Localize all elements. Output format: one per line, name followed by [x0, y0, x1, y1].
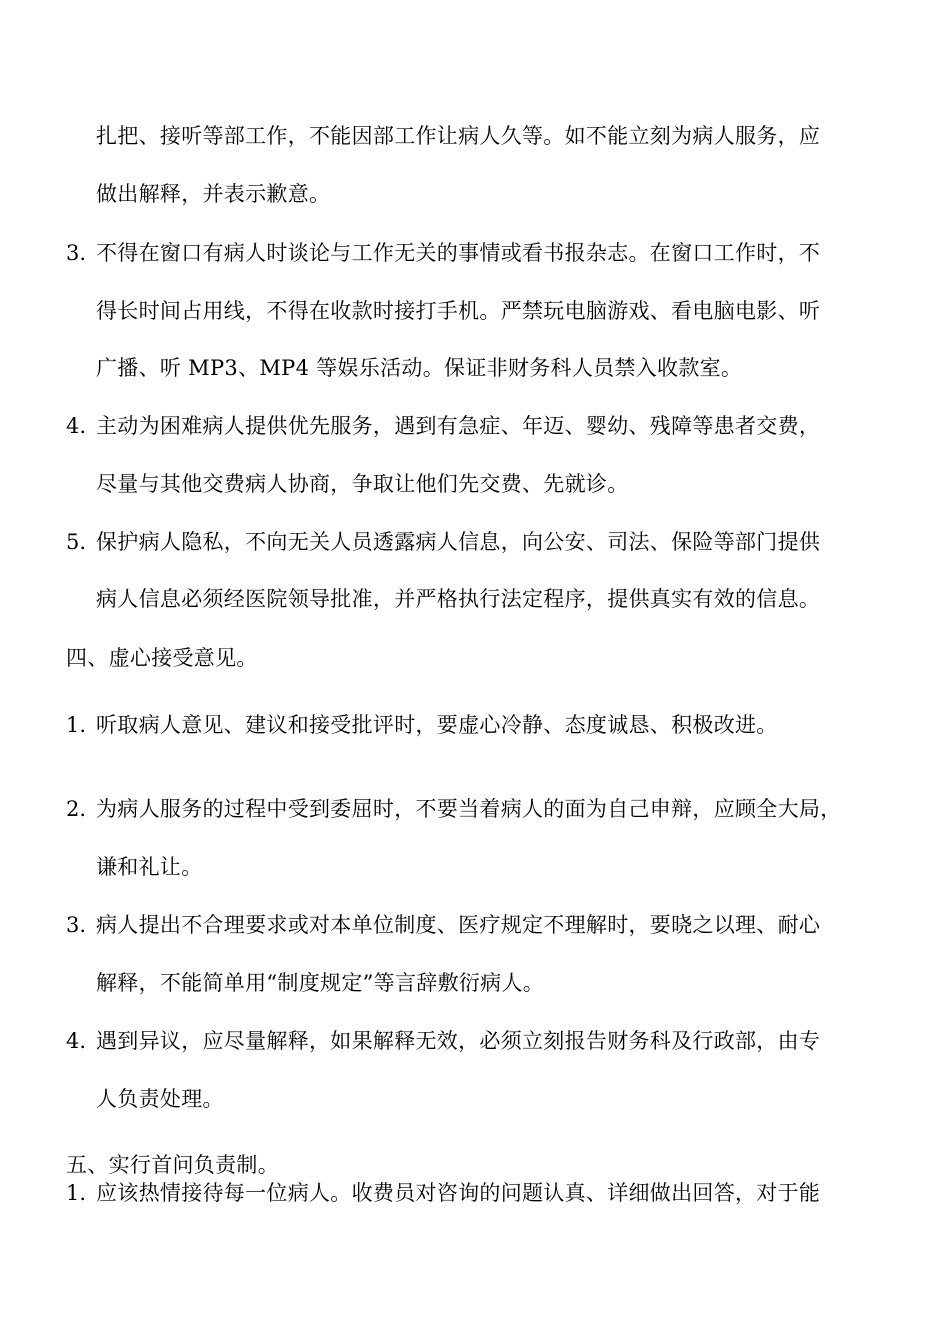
paragraph-line: 广播、听 MP3、MP4 等娱乐活动。保证非财务科人员禁入收款室。	[96, 356, 743, 380]
list-number: 4.	[66, 1029, 87, 1053]
section-heading: 五、实行首问负责制。	[66, 1153, 279, 1177]
paragraph-line: 扎把、接听等部工作，不能因部工作让病人久等。如不能立刻为病人服务，应	[96, 124, 821, 148]
list-number: 3.	[66, 913, 87, 937]
paragraph-line: 得长时间占用线，不得在收款时接打手机。严禁玩电脑游戏、看电脑电影、听	[96, 299, 821, 323]
paragraph-line: 遇到异议，应尽量解释，如果解释无效，必须立刻报告财务科及行政部，由专	[96, 1029, 821, 1053]
list-number: 3.	[66, 241, 87, 265]
list-number: 5.	[66, 530, 87, 554]
paragraph-line: 应该热情接待每一位病人。收费员对咨询的问题认真、详细做出回答，对于能	[96, 1181, 821, 1205]
paragraph-line: 病人信息必须经医院领导批准，并严格执行法定程序，提供真实有效的信息。	[96, 587, 821, 611]
list-number: 1.	[66, 713, 87, 737]
paragraph-line: 解释，不能简单用“制度规定”等言辞敷衍病人。	[96, 971, 545, 995]
paragraph-line: 不得在窗口有病人时谈论与工作无关的事情或看书报杂志。在窗口工作时，不	[96, 241, 821, 265]
section-heading: 四、虚心接受意见。	[66, 646, 258, 670]
list-number: 4.	[66, 414, 87, 438]
paragraph-line: 做出解释，并表示歉意。	[96, 182, 331, 206]
paragraph-line: 人负责处理。	[96, 1087, 224, 1111]
paragraph-line: 为病人服务的过程中受到委屈时，不要当着病人的面为自己申辩，应顾全大局，	[96, 797, 842, 821]
paragraph-line: 主动为困难病人提供优先服务，遇到有急症、年迈、婴幼、残障等患者交费，	[96, 414, 821, 438]
paragraph-line: 保护病人隐私，不向无关人员透露病人信息，向公安、司法、保险等部门提供	[96, 530, 821, 554]
paragraph-line: 尽量与其他交费病人协商，争取让他们先交费、先就诊。	[96, 472, 629, 496]
paragraph-line: 谦和礼让。	[96, 855, 203, 879]
list-number: 1.	[66, 1181, 87, 1205]
paragraph-line: 听取病人意见、建议和接受批评时，要虚心冷静、态度诚恳、积极改进。	[96, 713, 778, 737]
list-number: 2.	[66, 797, 87, 821]
paragraph-line: 病人提出不合理要求或对本单位制度、医疗规定不理解时，要晓之以理、耐心	[96, 913, 821, 937]
